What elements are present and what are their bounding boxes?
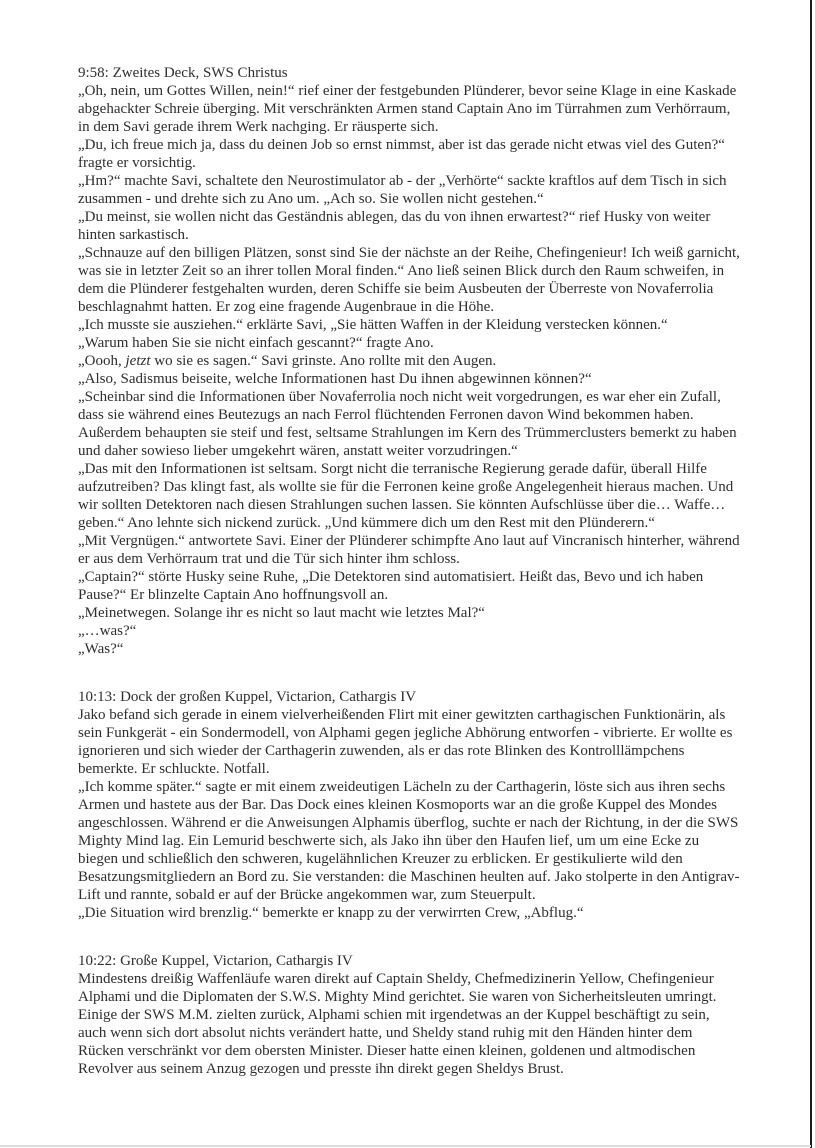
paragraph-italic-word: jetzt (125, 353, 151, 369)
paragraph: „Schnauze auf den billigen Plätzen, sonst sind Sie der nächste an der Reihe, Chefingenieur! Ich weiß garnicht, was sie in letzter Zeit so an ihrer tollen Moral finden.“ Ano ließ seinen Blick durch den Raum schweifen, in dem die Plünderer festgehalten wurden, deren Schiffe sie beim Ausbeuten der Überreste von Novaferrolia beschlagnahmt hatten. Er zog eine fragende Augenbraue in die Höhe. (78, 245, 740, 315)
paragraph: „Warum haben Sie sie nicht einfach gescannt?“ fragte Ano. (78, 335, 434, 351)
paragraph: „Also, Sadismus beiseite, welche Informationen hast Du ihnen abgewinnen können?“ (78, 371, 592, 387)
page-bottom-edge (0, 1145, 811, 1147)
paragraph: „Hm?“ machte Savi, schaltete den Neurostimulator ab - der „Verhörte“ sackte kraftlos auf dem Tisch in sich zusammen - und drehte sich zu Ano um. „Ach so. Sie wollen nicht gestehen.“ (78, 173, 727, 207)
scene-1013 (78, 688, 740, 922)
paragraph: „Ich musste sie ausziehen.“ erklärte Savi, „Sie hätten Waffen in der Kleidung verstecken können.“ (78, 317, 668, 333)
paragraph: „Meinetwegen. Solange ihr es nicht so laut macht wie letztes Mal?“ (78, 605, 485, 621)
paragraph: „Mit Vergnügen.“ antwortete Savi. Einer der Plünderer schimpfte Ano laut auf Vincranisch hinterher, während er aus dem Verhörraum trat und die Tür sich hinter ihm schloss. (78, 533, 740, 567)
scene-heading: 10:22: Große Kuppel, Victarion, Cathargis IV (78, 953, 353, 969)
paragraph-segment: „Oooh, (78, 353, 126, 369)
paragraph: „Captain?“ störte Husky seine Ruhe, „Die Detektoren sind automatisiert. Heißt das, Bevo und ich haben Pause?“ Er blinzelte Captain Ano hoffnungsvoll an. (78, 569, 704, 603)
paragraph-segment: wo sie es sagen.“ Savi grinste. Ano rollte mit den Augen. (150, 353, 497, 369)
story-text (78, 64, 740, 1078)
paragraph (78, 352, 740, 370)
paragraph: „Du meinst, sie wollen nicht das Geständnis ablegen, das du von ihnen erwartest?“ rief Husky von weiter hinten sarkastisch. (78, 209, 711, 243)
scene-1022 (78, 952, 740, 1078)
paragraph: Mindestens dreißig Waffenläufe waren direkt auf Captain Sheldy, Chefmedizinerin Yellow, Chefingenieur Alphami und die Diplomaten der S.W.S. Mighty Mind gerichtet. Sie waren von Sicherheitsleuten umringt. Einige der SWS M.M. zielten zurück, Alphami schien mit irgendetwas an der Kuppel beschäftigt zu sein, auch wenn sich dort absolut nichts verändert hatte, und Sheldy stand ruhig mit den Händen hinter dem Rücken verschränkt vor dem obersten Minister. Dieser hatte einen kleinen, goldenen und altmodischen Revolver aus seinem Anzug gezogen und presste ihn direkt gegen Sheldys Brust. (78, 971, 717, 1077)
paragraph: „…was?“ (78, 623, 137, 639)
scene-heading: 9:58: Zweites Deck, SWS Christus (78, 65, 288, 81)
scene-heading: 10:13: Dock der großen Kuppel, Victarion, Cathargis IV (78, 689, 417, 705)
paragraph: „Das mit den Informationen ist seltsam. Sorgt nicht die terranische Regierung gerade dafür, überall Hilfe aufzutreiben? Das klingt fast, als wollte sie für die Ferronen keine große Angelegenheit hieraus machen. Und wir sollten Detektoren nach diesen Strahlungen suchen lassen. Sie könnten Aufschlüsse über die… Waffe… geben.“ Ano lehnte sich nickend zurück. „Und kümmere dich um den Rest mit den Plünderern.“ (78, 461, 734, 531)
page-right-edge (810, 0, 812, 1148)
paragraph: „Oh, nein, um Gottes Willen, nein!“ rief einer der festgebunden Plünderer, bevor seine Klage in eine Kaskade abgehackter Schreie überging. Mit verschränkten Armen stand Captain Ano im Türrahmen zum Verhörraum, in dem Savi gerade ihrem Werk nachging. Er räusperte sich. (78, 83, 737, 135)
paragraph: Jako befand sich gerade in einem vielverheißenden Flirt mit einer gewitzten carthagischen Funktionärin, als sein Funkgerät - ein Sondermodell, von Alphami gegen jegliche Abhörung entworfen - vibrierte. Er wollte es ignorieren und sich wieder der Carthagerin zuwenden, als er das rote Blinken des Kontrolllämpchens bemerkte. Er schluckte. Notfall. (78, 707, 733, 777)
paragraph: „Ich komme später.“ sagte er mit einem zweideutigen Lächeln zu der Carthagerin, löste sich aus ihren sechs Armen und hastete aus der Bar. Das Dock eines kleinen Kosmoports war an die große Kuppel des Mondes angeschlossen. Während er die Anweisungen Alphamis überflog, suchte er nach der Richtung, in der die SWS Mighty Mind lag. Ein Lemurid beschwerte sich, als Jako ihn über den Haufen lief, um um eine Ecke zu biegen und schließlich den schweren, kugelähnlichen Kreuzer zu erblicken. Er gestikulierte wild den Besatzungsmitgliedern an Bord zu. Sie verstanden: die Maschinen heulten auf. Jako stolperte in den Antigrav-Lift und rannte, sobald er auf der Brücke angekommen war, zum Steuerpult. (78, 779, 740, 903)
paragraph: „Die Situation wird brenzlig.“ bemerkte er knapp zu der verwirrten Crew, „Abflug.“ (78, 905, 584, 921)
scene-958 (78, 64, 740, 658)
paragraph: „Scheinbar sind die Informationen über Novaferrolia noch nicht weit vorgedrungen, es war eher ein Zufall, dass sie während eines Beutezugs an nach Ferrol flüchtenden Ferronen davon Wind bekommen haben. Außerdem behaupten sie steif und fest, seltsame Strahlungen im Kern des Trümmerclusters bemerkt zu haben und daher sowieso lieber umgekehrt wären, anstatt weiter vorzudringen.“ (78, 389, 737, 459)
paragraph: „Was?“ (78, 641, 124, 657)
paragraph: „Du, ich freue mich ja, dass du deinen Job so ernst nimmst, aber ist das gerade nicht etwas viel des Guten?“ fragte er vorsichtig. (78, 137, 725, 171)
